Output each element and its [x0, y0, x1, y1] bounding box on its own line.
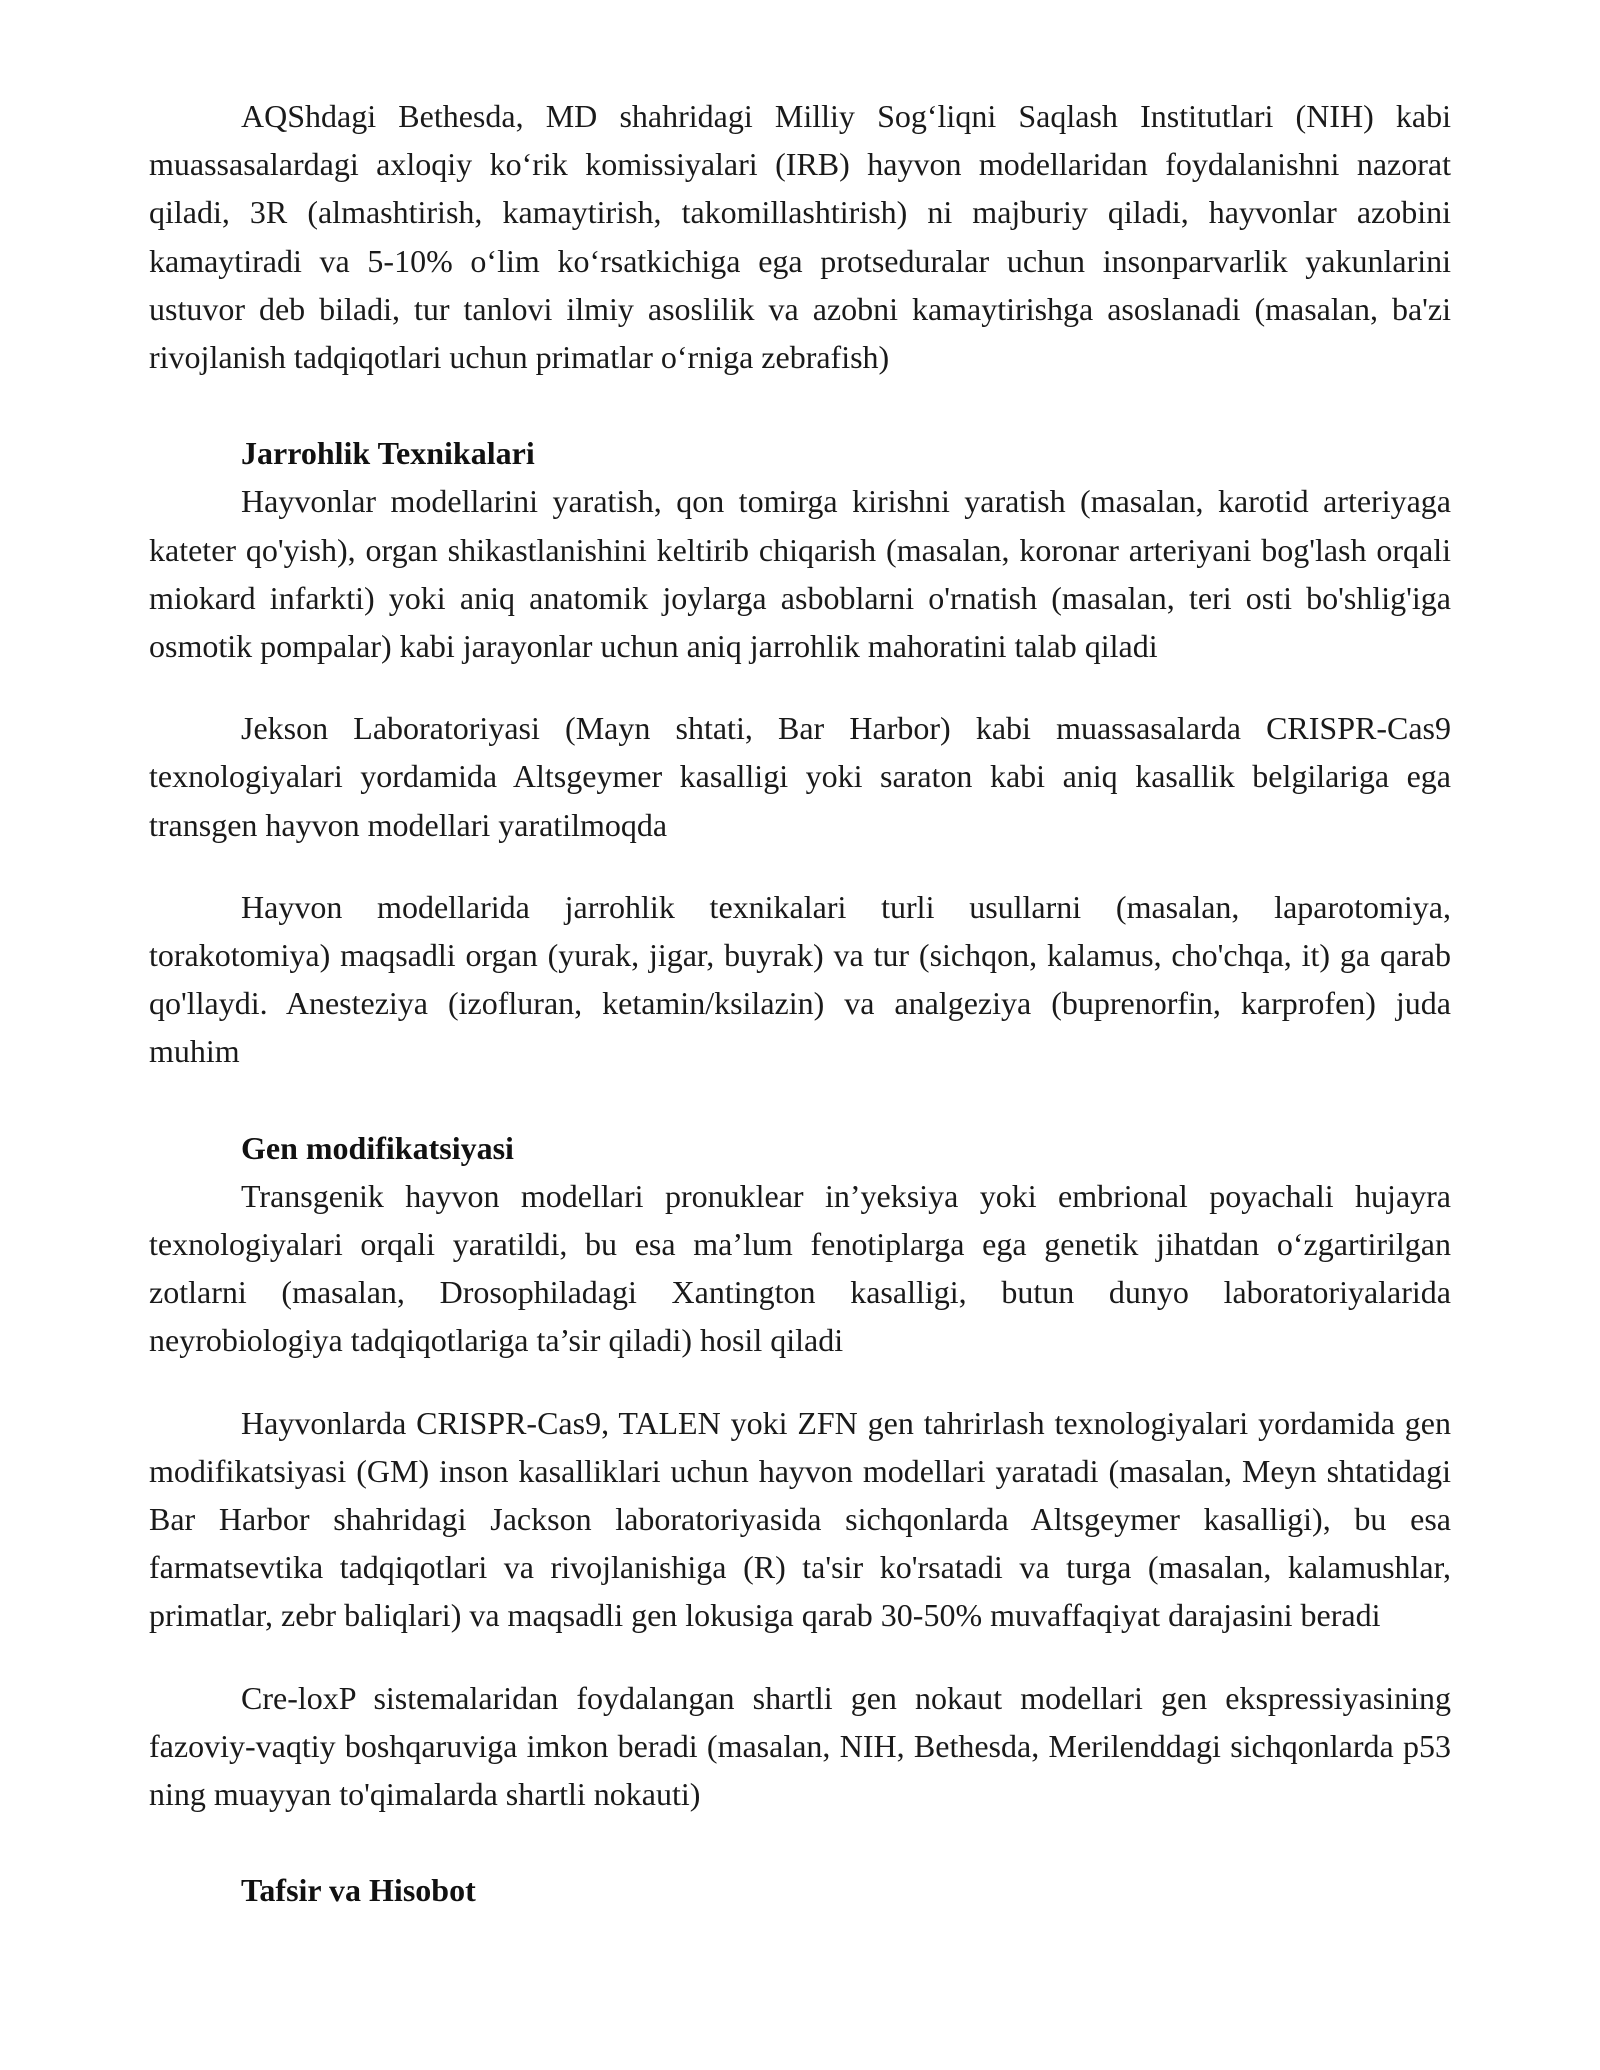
paragraph-surgical-skills: Hayvonlar modellarini yaratish, qon tomirga kirishni yaratish (masalan, karotid arteriyaga kateter qo'yish), organ shikastlanishini keltirib chiqarish (masalan, koronar arteriyani bog'lash orqali miokard infarkti) yoki aniq anatomik joylarga asboblarni o'rnatish (masalan, teri osti bo'shlig'iga osmotik pompalar) kabi jarayonlar uchun aniq jarrohlik mahoratini talab qiladi	[149, 483, 1451, 665]
heading-interpretation-reporting: Tafsir va Hisobot	[241, 1872, 476, 1909]
heading-gene-modification: Gen modifikatsiyasi	[241, 1129, 514, 1166]
paragraph-transgenic-models: Transgenik hayvon modellari pronuklear in’yeksiya yoki embrional poyachali hujayra texnologiyalari orqali yaratildi, bu esa ma’lum fenotiplarga ega genetik jihatdan oʻzgartirilgan zotlarni (masalan, Drosophiladagi Xantington kasalligi, butun dunyo laboratoriyalarida neyrobiologiya tadqiqotlariga ta’sir qiladi) hosil qiladi	[149, 1177, 1451, 1359]
heading-surgical-techniques: Jarrohlik Texnikalari	[241, 435, 535, 472]
paragraph-cre-lox: Cre-loxP sistemalaridan foydalangan shartli gen nokaut modellari gen ekspressiyasining fazoviy-vaqtiy boshqaruviga imkon beradi (masalan, NIH, Bethesda, Merilenddagi sichqonlarda p53 ning muayyan to'qimalarda shartli nokauti)	[149, 1679, 1451, 1813]
paragraph-surgical-methods: Hayvon modellarida jarrohlik texnikalari turli usullarni (masalan, laparotomiya, torakotomiya) maqsadli organ (yurak, jigar, buyrak) va tur (sichqon, kalamus, cho'chqa, it) ga qarab qo'llaydi. Anesteziya (izofluran, ketamin/ksilazin) va analgeziya (buprenorfin, karprofen) juda muhim	[149, 888, 1451, 1070]
paragraph-irb-oversight: AQShdagi Bethesda, MD shahridagi Milliy Sogʻliqni Saqlash Institutlari (NIH) kabi muassasalardagi axloqiy koʻrik komissiyalari (IRB) hayvon modellaridan foydalanishni nazorat qiladi, 3R (almashtirish, kamaytirish, takomillashtirish) ni majburiy qiladi, hayvonlar azobini kamaytiradi va 5-10% oʻlim koʻrsatkichiga ega protseduralar uchun insonparvarlik yakunlarini ustuvor deb biladi, tur tanlovi ilmiy asoslilik va azobni kamaytirishga asoslanadi (masalan, ba'zi rivojlanish tadqiqotlari uchun primatlar oʻrniga zebrafish)	[149, 98, 1451, 376]
paragraph-gene-editing: Hayvonlarda CRISPR-Cas9, TALEN yoki ZFN gen tahrirlash texnologiyalari yordamida gen modifikatsiyasi (GM) inson kasalliklari uchun hayvon modellari yaratadi (masalan, Meyn shtatidagi Bar Harbor shahridagi Jackson laboratoriyasida sichqonlarda Altsgeymer kasalligi), bu esa farmatsevtika tadqiqotlari va rivojlanishiga (R) ta'sir ko'rsatadi va turga (masalan, kalamushlar, primatlar, zebr baliqlari) va maqsadli gen lokusiga qarab 30-50% muvaffaqiyat darajasini beradi	[149, 1404, 1451, 1634]
document-page	[149, 92, 1451, 1915]
paragraph-jackson-lab: Jekson Laboratoriyasi (Mayn shtati, Bar Harbor) kabi muassasalarda CRISPR-Cas9 texnologiyalari yordamida Altsgeymer kasalligi yoki saraton kabi aniq kasallik belgilariga ega transgen hayvon modellari yaratilmoqda	[149, 710, 1451, 843]
